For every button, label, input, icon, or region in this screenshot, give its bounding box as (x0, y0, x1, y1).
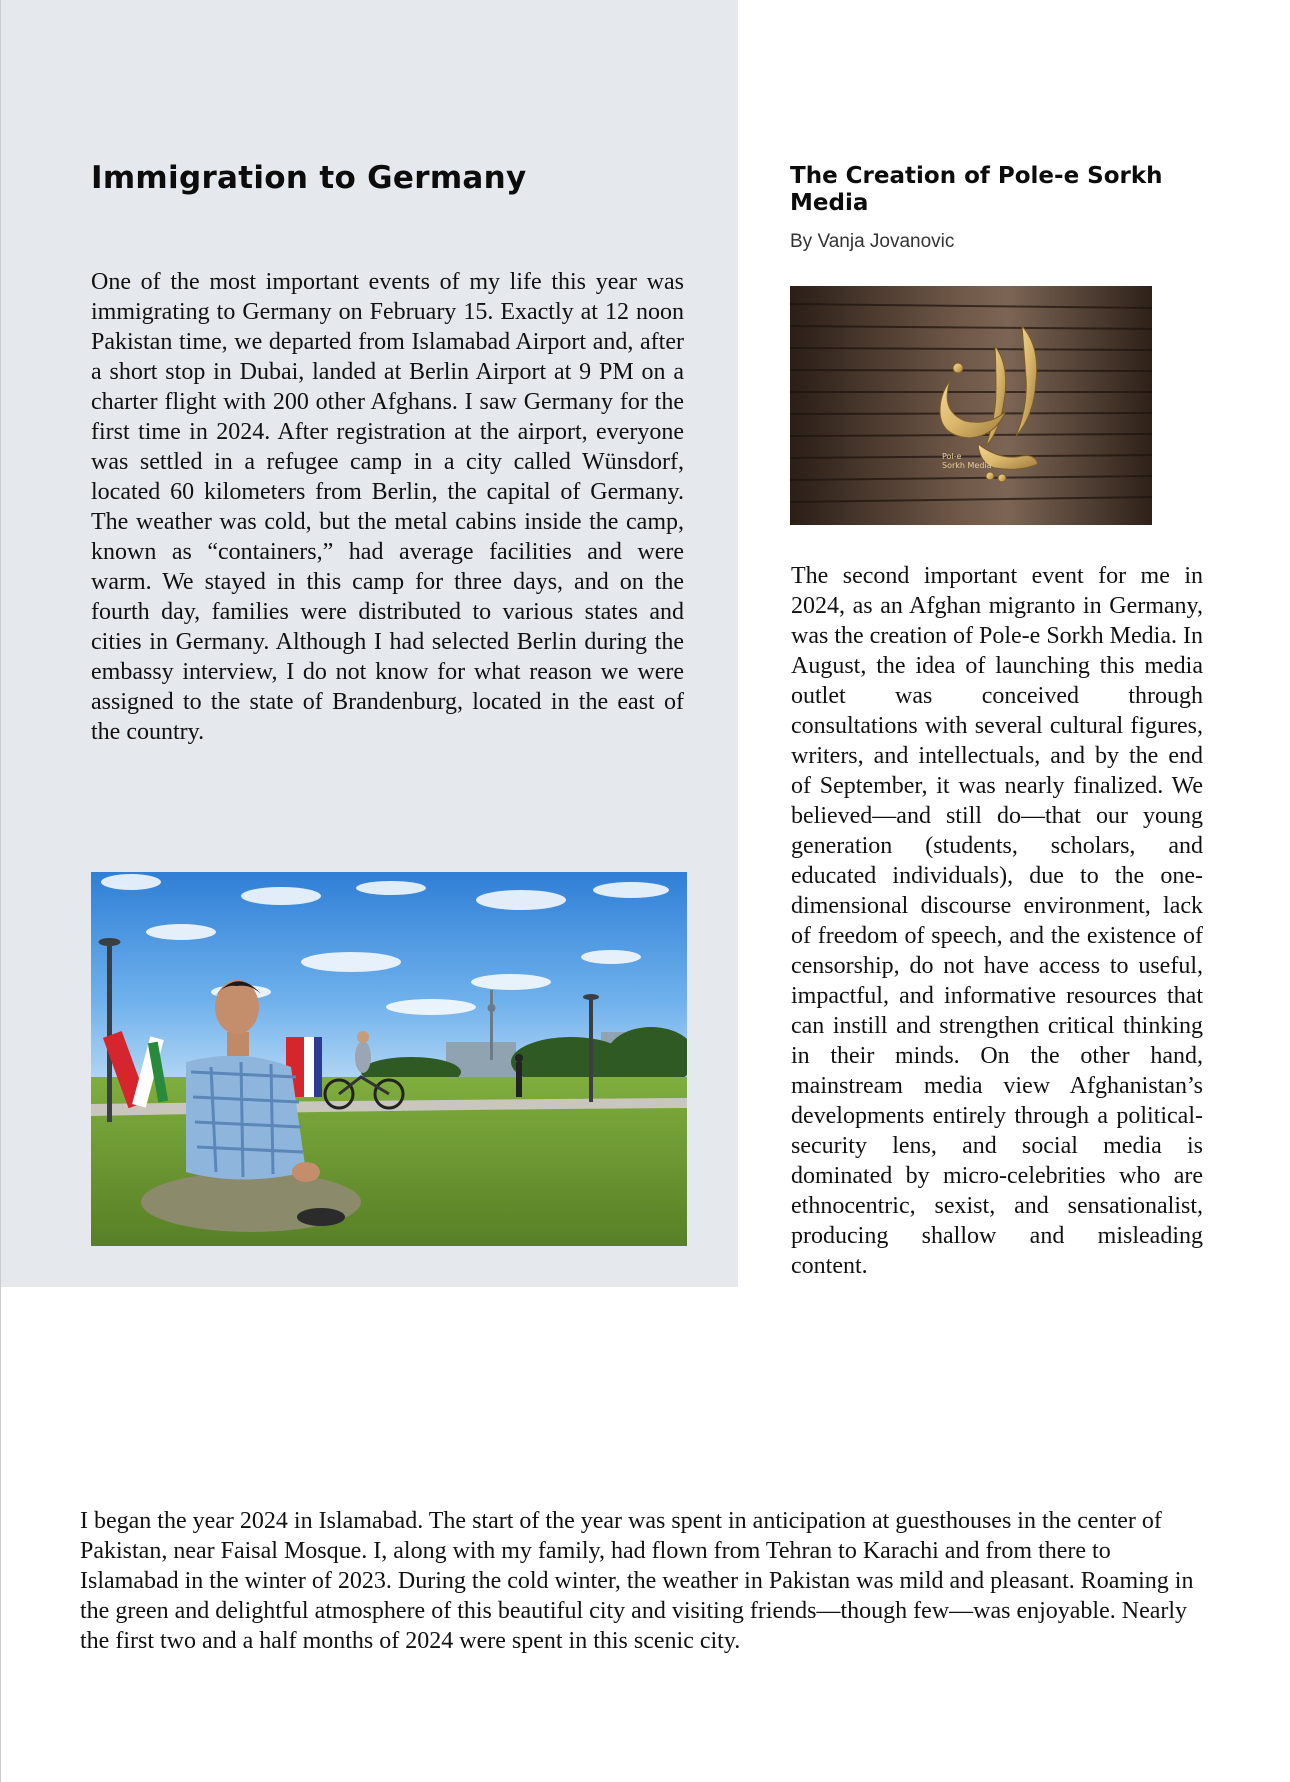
body-paragraph-islamabad: I began the year 2024 in Islamabad. The start of the year was spent in anticipation at guesthouses in the center of Pakistan, near Faisal Mosque. I, along with my family, had flown from Tehran to Karachi and from there to Islamabad in the winter of 2023. During the cold winter, the weather in Pakistan was mild and pleasant. Roaming in the green and delightful atmosphere of this beautiful city and visiting friends—though few—was enjoyable. Nearly the first two and a half months of 2024 were spent in this scenic city. (80, 1508, 1194, 1654)
headline-pole-e-sorkh: The Creation of Pole-e Sorkh Media (790, 163, 1163, 216)
berlin-park-photo (91, 872, 687, 1246)
body-paragraph-immigration: One of the most important events of my life this year was immigrating to Germany on February 15. Exactly at 12 noon Pakistan time, we departed from Islamabad Airport and, after a short stop in Dubai, landed at Berlin Airport at 9 PM on a charter flight with 200 other Afghans. I saw Germany for the first time in 2024. After registration at the airport, everyone was settled in a refugee camp in a city called Wünsdorf, located 60 kilometers from Berlin, the capital of Germany. The weather was cold, but the metal cabins inside the camp, known as “containers,” had average facilities and were warm. We stayed in this camp for three days, and on the fourth day, families were distributed to various states and cities in Germany. Although I had selected Berlin during the embassy interview, I do not know for what reason we were assigned to the state of Brandenburg, located in the east of the country. (91, 269, 684, 745)
body-paragraph-pole-e-sorkh: The second important event for me in 2024, as an Afghan migranto in Germany, was the creation of Pole-e Sorkh Media. In August, the idea of launching this media outlet was conceived through consultations with several cultural figures, writers, and intellectuals, and by the end of September, it was nearly finalized. We believed—and still do—that our young generation (students, scholars, and educated individuals), due to the one-dimensional discourse environment, lack of freedom of speech, and the existence of censorship, do not have access to useful, impactful, and informative resources that can instill and strengthen critical thinking in their minds. On the other hand, mainstream media view Afghanistan’s developments entirely through a political-security lens, and social media is dominated by micro-celebrities who are ethnocentric, sexist, and sensationalist, producing shallow and misleading content. (791, 563, 1203, 1279)
byline: By Vanja Jovanovic (790, 231, 955, 252)
headline-immigration: Immigration to Germany (91, 160, 527, 196)
pole-e-sorkh-logo-photo (790, 286, 1152, 525)
logo-caption-line1: Pol-e (942, 452, 962, 461)
logo-caption-line2: Sorkh Media (942, 461, 992, 470)
